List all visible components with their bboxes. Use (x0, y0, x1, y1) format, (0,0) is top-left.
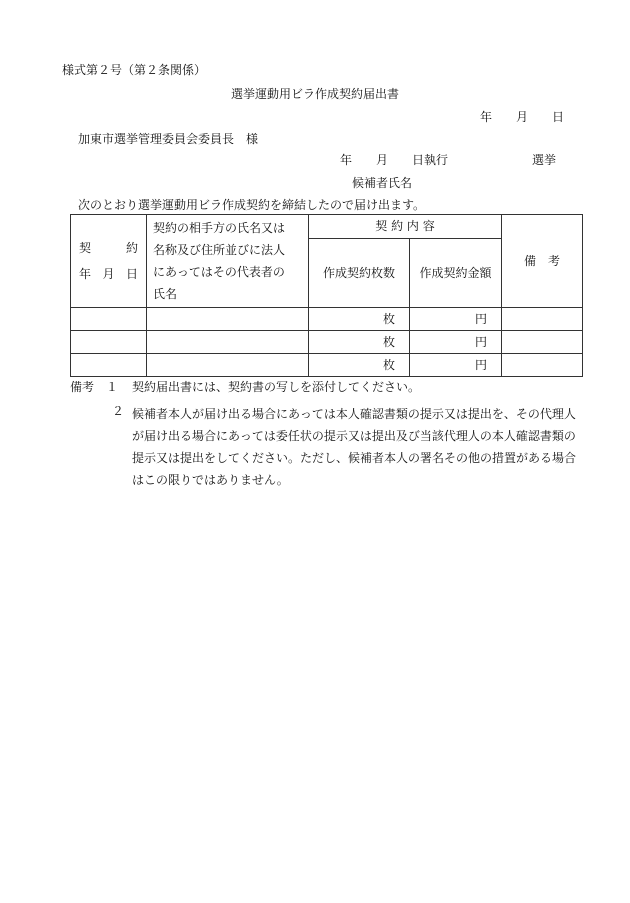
contract-amount-header: 作成契約金額 (410, 238, 502, 307)
amount-cell[interactable]: 円 (410, 354, 502, 377)
date-cell[interactable] (71, 354, 147, 377)
document-title: 選挙運動用ビラ作成契約届出書 (230, 87, 399, 101)
note-2: 候補者本人が届け出る場合にあっては本人確認書類の提示又は提出を、その代理人が届け出る場合にあっては委任状の提示又は提出及び当該代理人の本人確認書類の提示又は提出をしてください。ただし、候補者本人の署名その他の措置がある場合はこの限りではありません。 (132, 407, 577, 487)
notes-label: 備考 １ (70, 380, 119, 394)
sheet-count-header: 作成契約枚数 (309, 238, 410, 307)
amount-cell[interactable]: 円 (410, 308, 502, 331)
table-row (71, 331, 583, 354)
remarks-cell[interactable] (502, 354, 583, 377)
form-number: 様式第２号（第２条関係） (62, 63, 207, 77)
submission-date: 年 月 日 (480, 110, 565, 124)
sheet-count-cell[interactable]: 枚 (309, 331, 410, 354)
intro-text: 次のとおり選挙運動用ビラ作成契約を締結したので届け出ます。 (78, 198, 426, 212)
contract-table (70, 214, 583, 377)
date-cell[interactable] (71, 331, 147, 354)
contract-details-header: 契 約 内 容 (309, 215, 502, 239)
remarks-cell[interactable] (502, 331, 583, 354)
counterparty-cell[interactable] (147, 354, 309, 377)
table-row (71, 354, 583, 377)
remarks-cell[interactable] (502, 308, 583, 331)
sheet-count-cell[interactable]: 枚 (309, 354, 410, 377)
candidate-name-label: 候補者氏名 (352, 176, 413, 190)
counterparty-cell[interactable] (147, 308, 309, 331)
remarks-header: 備 考 (502, 215, 583, 308)
contract-date-header: 契 約 年 月 日 (71, 215, 147, 308)
addressee: 加東市選挙管理委員会委員長 様 (78, 132, 259, 146)
amount-cell[interactable]: 円 (410, 331, 502, 354)
election-date-line: 年 月 日執行 選挙 (340, 153, 557, 167)
table-row (71, 308, 583, 331)
counterparty-cell[interactable] (147, 331, 309, 354)
note-1: 契約届出書には、契約書の写しを添付してください。 (132, 380, 421, 394)
sheet-count-cell[interactable]: 枚 (309, 308, 410, 331)
counterparty-header: 契約の相手方の氏名又は 名称及び住所並びに法人 にあってはその代表者の 氏名 (147, 215, 309, 308)
date-cell[interactable] (71, 308, 147, 331)
note-2-number: ２ (112, 404, 125, 418)
